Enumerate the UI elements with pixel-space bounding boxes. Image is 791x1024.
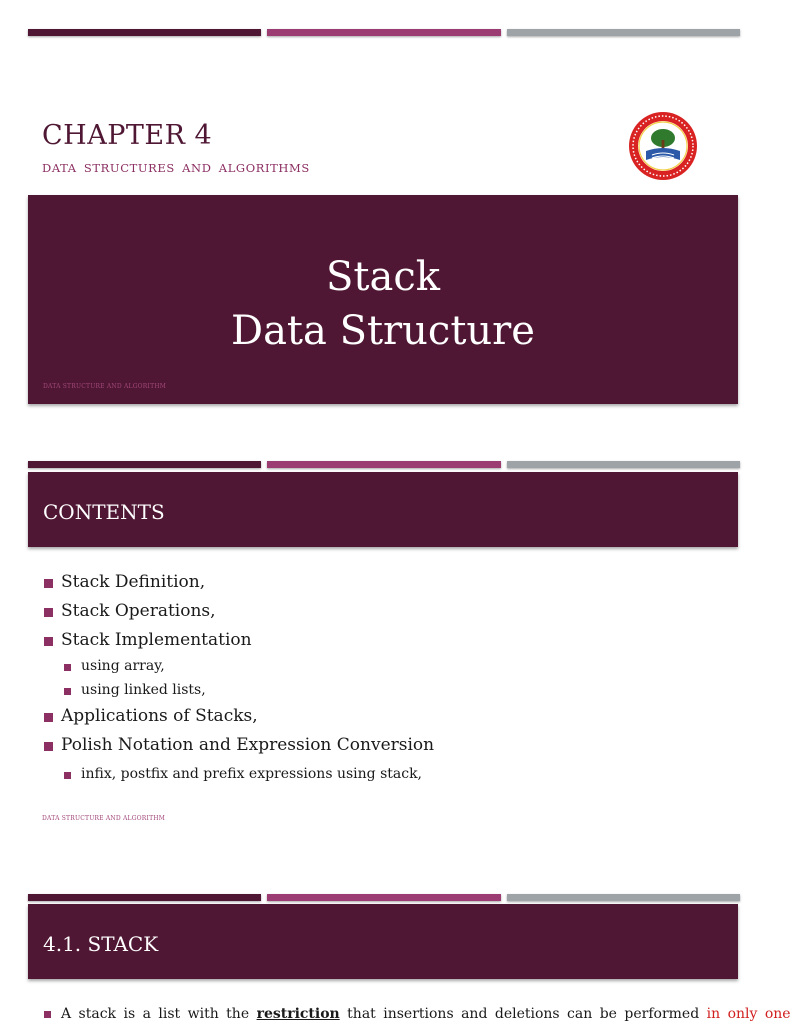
body-text-highlight: in only one [706, 1006, 791, 1022]
body-paragraph [44, 1006, 791, 1022]
decor-bar-grey [507, 894, 740, 901]
decor-bar-dark [28, 894, 261, 901]
decor-bar-grey [507, 29, 740, 36]
decor-bar-accent [267, 894, 500, 901]
title-panel [28, 195, 738, 404]
list-item-label: Stack Operations, [61, 601, 216, 621]
slide-top-decoration-bars [28, 29, 740, 36]
contents-list [44, 572, 434, 782]
list-item-label: Stack Implementation [61, 630, 252, 650]
square-bullet-icon [44, 637, 53, 646]
list-item [44, 601, 434, 621]
list-item [44, 572, 434, 592]
slide-footer: DATA STRUCTURE AND ALGORITHM [43, 383, 167, 390]
slide-footer: DATA STRUCTURE AND ALGORITHM [42, 815, 166, 822]
body-text-part1: A stack is a list with the [61, 1006, 250, 1022]
decor-bar-accent [267, 29, 500, 36]
main-title-line1: Stack [326, 254, 440, 300]
body-text [44, 1006, 791, 1022]
main-title-line2: Data Structure [231, 308, 535, 354]
square-bullet-icon [44, 608, 53, 617]
list-item-label: using array, [81, 658, 165, 674]
list-item [44, 735, 434, 755]
list-subitem [44, 658, 434, 674]
square-bullet-icon [44, 742, 53, 751]
square-bullet-icon [44, 713, 53, 722]
chapter-title: CHAPTER 4 [42, 120, 213, 151]
section-heading: 4.1. STACK [43, 932, 159, 956]
list-item-label: Polish Notation and Expression Conversion [61, 735, 435, 755]
contents-header-panel [28, 472, 738, 547]
body-text-part2: that insertions and deletions can be performed [347, 1006, 700, 1022]
list-item [44, 706, 434, 726]
stack-header-panel [28, 904, 738, 979]
list-subitem [44, 682, 434, 698]
list-item-label: infix, postfix and prefix expressions using stack, [81, 766, 422, 782]
square-bullet-icon [64, 664, 71, 671]
main-title [28, 250, 738, 358]
decor-bar-dark [28, 461, 261, 468]
decor-bar-grey [507, 461, 740, 468]
list-subitem [44, 766, 434, 782]
list-item-label: using linked lists, [81, 682, 206, 698]
square-bullet-icon [44, 1011, 51, 1018]
square-bullet-icon [64, 772, 71, 779]
square-bullet-icon [44, 579, 53, 588]
chapter-subtitle: DATA STRUCTURES AND ALGORITHMS [42, 161, 310, 175]
university-seal-icon [628, 111, 698, 181]
list-item [44, 630, 434, 650]
square-bullet-icon [64, 688, 71, 695]
decor-bar-accent [267, 461, 500, 468]
slide-top-decoration-bars [28, 894, 740, 901]
slide-top-decoration-bars [28, 461, 740, 468]
body-text-emphasis: restriction [256, 1006, 340, 1022]
list-item-label: Applications of Stacks, [61, 706, 258, 726]
list-item-label: Stack Definition, [61, 572, 206, 592]
contents-heading: CONTENTS [43, 500, 165, 524]
decor-bar-dark [28, 29, 261, 36]
